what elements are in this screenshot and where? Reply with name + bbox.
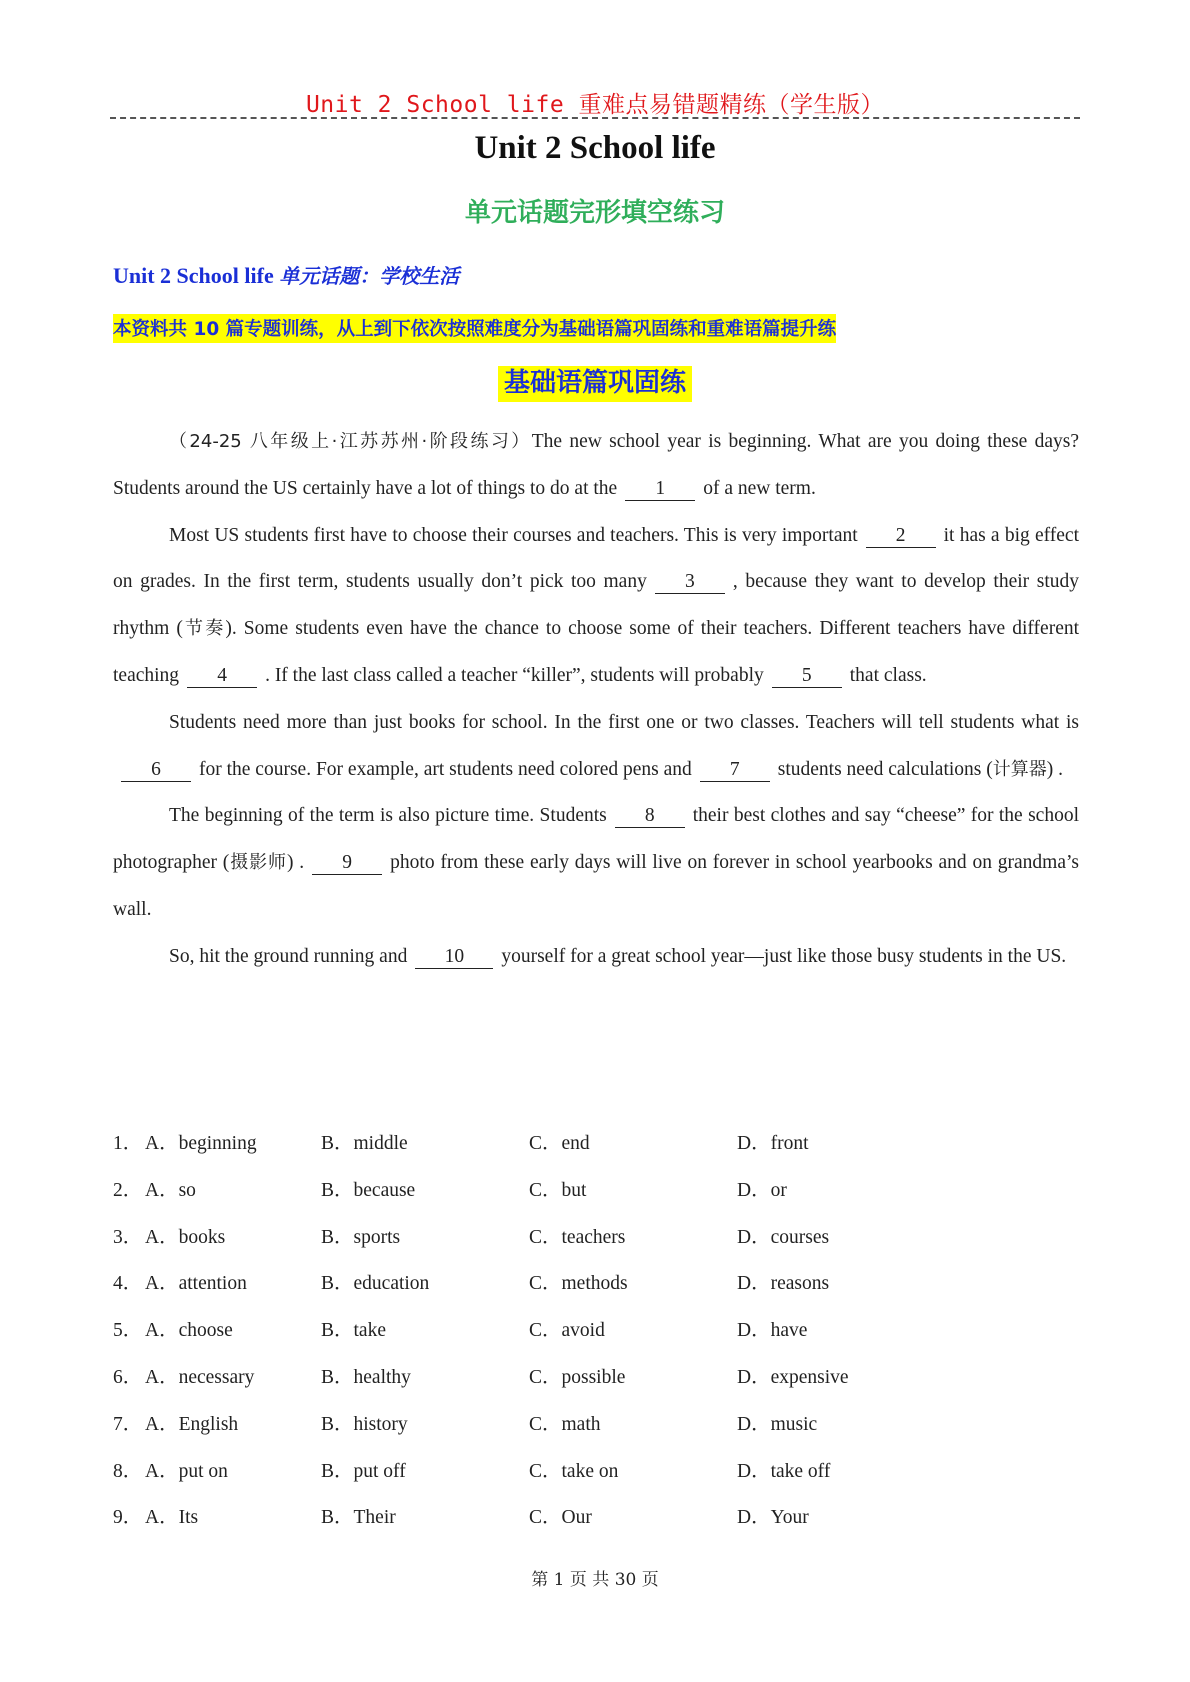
option-d[interactable]: D．or	[737, 1179, 787, 1201]
option-a[interactable]: A．Its	[145, 1507, 199, 1529]
option-c[interactable]: C．possible	[529, 1366, 626, 1388]
question-row: 9． A．Its B．Their C．Our D．Your	[113, 1495, 1079, 1542]
question-row: 2． A．so B．because C．but D．or	[113, 1168, 1079, 1215]
option-a[interactable]: A．beginning	[145, 1133, 257, 1154]
option-b[interactable]: B．take	[321, 1320, 386, 1342]
option-b[interactable]: B．healthy	[321, 1366, 411, 1388]
topic-zh: 单元话题：学校生活	[279, 264, 460, 288]
blank-4[interactable]: 4	[187, 665, 257, 688]
notice-highlight: 本资料共 10 篇专题训练，从上到下依次按照难度分为基础语篇巩固练和重难语篇提升练	[113, 314, 836, 343]
option-d[interactable]: D．have	[737, 1320, 808, 1342]
running-header: Unit 2 School life 重难点易错题精练（学生版）	[305, 92, 885, 118]
option-b[interactable]: B．history	[321, 1413, 408, 1435]
question-row: 5． A．choose B．take C．avoid D．have	[113, 1308, 1079, 1355]
option-b[interactable]: B．because	[321, 1179, 416, 1201]
option-b[interactable]: B．middle	[321, 1133, 408, 1154]
option-b[interactable]: B．Their	[321, 1507, 396, 1529]
blank-5[interactable]: 5	[772, 665, 842, 688]
option-d[interactable]: D．front	[737, 1133, 809, 1154]
option-a[interactable]: A．necessary	[145, 1366, 255, 1388]
question-row: 7． A．English B．history C．math D．music	[113, 1402, 1079, 1449]
cloze-passage	[113, 419, 1079, 981]
paragraph: Students need more than just books for school. In the first one or two classes. Teachers will tell students what is6 for the course. For example, art students need colored pens and 7 students need calculations (计算器) .	[113, 700, 1079, 794]
option-a[interactable]: A．put on	[145, 1460, 228, 1482]
option-a[interactable]: A．choose	[145, 1320, 233, 1342]
question-row: 3． A．books B．sports C．teachers D．courses	[113, 1215, 1079, 1262]
paragraph: So, hit the ground running and 10 yourself for a great school year—just like those busy students in the US.	[169, 945, 1067, 967]
option-c[interactable]: C．Our	[529, 1507, 592, 1529]
option-d[interactable]: D．Your	[737, 1507, 809, 1529]
option-c[interactable]: C．math	[529, 1413, 601, 1435]
question-row: 4． A．attention B．education C．methods D．reasons	[113, 1261, 1079, 1308]
blank-3[interactable]: 3	[655, 571, 725, 594]
section-heading-text: 基础语篇巩固练	[498, 366, 692, 402]
option-c[interactable]: C．take on	[529, 1460, 619, 1482]
blank-8[interactable]: 8	[615, 805, 685, 828]
option-a[interactable]: A．so	[145, 1179, 196, 1201]
blank-9[interactable]: 9	[312, 852, 382, 875]
option-c[interactable]: C．teachers	[529, 1226, 626, 1248]
option-d[interactable]: D．music	[737, 1413, 818, 1435]
option-a[interactable]: A．English	[145, 1413, 239, 1435]
question-row: 1． A．beginning B．middle C．end D．front	[113, 1121, 1079, 1168]
paragraph: Most US students first have to choose their courses and teachers. This is very important 2 it has a big effect on grades. In the first term, students usually don’t pick too many 3 , because they want to develop their study rhythm (节奏). Some students even have the chance to choose some of their teachers. Different teachers have different teaching 4 . If the last class called a teacher “killer”, students will probably 5 that class.	[113, 524, 1080, 686]
blank-1[interactable]: 1	[625, 478, 695, 501]
option-a[interactable]: A．attention	[145, 1273, 247, 1295]
paragraph: The beginning of the term is also picture time. Students 8 their best clothes and say “cheese” for the school photographer (摄影师) . 9 photo from these early days will live on forever in school yearbooks and on grandma’s wall.	[113, 805, 1080, 920]
option-b[interactable]: B．education	[321, 1273, 430, 1295]
header-rule	[110, 117, 1080, 119]
question-row: 6． A．necessary B．healthy C．possible D．expensive	[113, 1355, 1079, 1402]
section-heading	[0, 362, 1190, 399]
topic-en: Unit 2 School life	[113, 263, 274, 288]
option-d[interactable]: D．reasons	[737, 1273, 830, 1295]
blank-6[interactable]: 6	[121, 759, 191, 782]
option-c[interactable]: C．methods	[529, 1273, 628, 1295]
option-a[interactable]: A．books	[145, 1226, 226, 1248]
option-b[interactable]: B．sports	[321, 1226, 401, 1248]
option-b[interactable]: B．put off	[321, 1460, 406, 1482]
option-c[interactable]: C．but	[529, 1179, 587, 1201]
blank-7[interactable]: 7	[700, 759, 770, 782]
blank-2[interactable]: 2	[866, 525, 936, 548]
page-footer: 第 1 页 共 30 页	[531, 1570, 659, 1590]
page-title: Unit 2 School life	[474, 130, 716, 166]
page-subtitle: 单元话题完形填空练习	[464, 198, 725, 228]
question-row: 8． A．put on B．put off C．take on D．take off	[113, 1449, 1079, 1496]
option-d[interactable]: D．courses	[737, 1226, 830, 1248]
option-d[interactable]: D．expensive	[737, 1366, 849, 1388]
topic-line	[113, 260, 459, 289]
option-c[interactable]: C．end	[529, 1133, 590, 1154]
option-c[interactable]: C．avoid	[529, 1320, 605, 1342]
option-d[interactable]: D．take off	[737, 1460, 831, 1482]
paragraph: （24-25 八年级上·江苏苏州·阶段练习）The new school year is beginning. What are you doing these days? Students around the US certainly have a lot of things to do at the 1 of a new term.	[113, 431, 1080, 499]
source-note: （24-25 八年级上·江苏苏州·阶段练习）	[169, 431, 532, 452]
blank-10[interactable]: 10	[415, 946, 493, 969]
answer-options	[113, 1121, 1079, 1542]
